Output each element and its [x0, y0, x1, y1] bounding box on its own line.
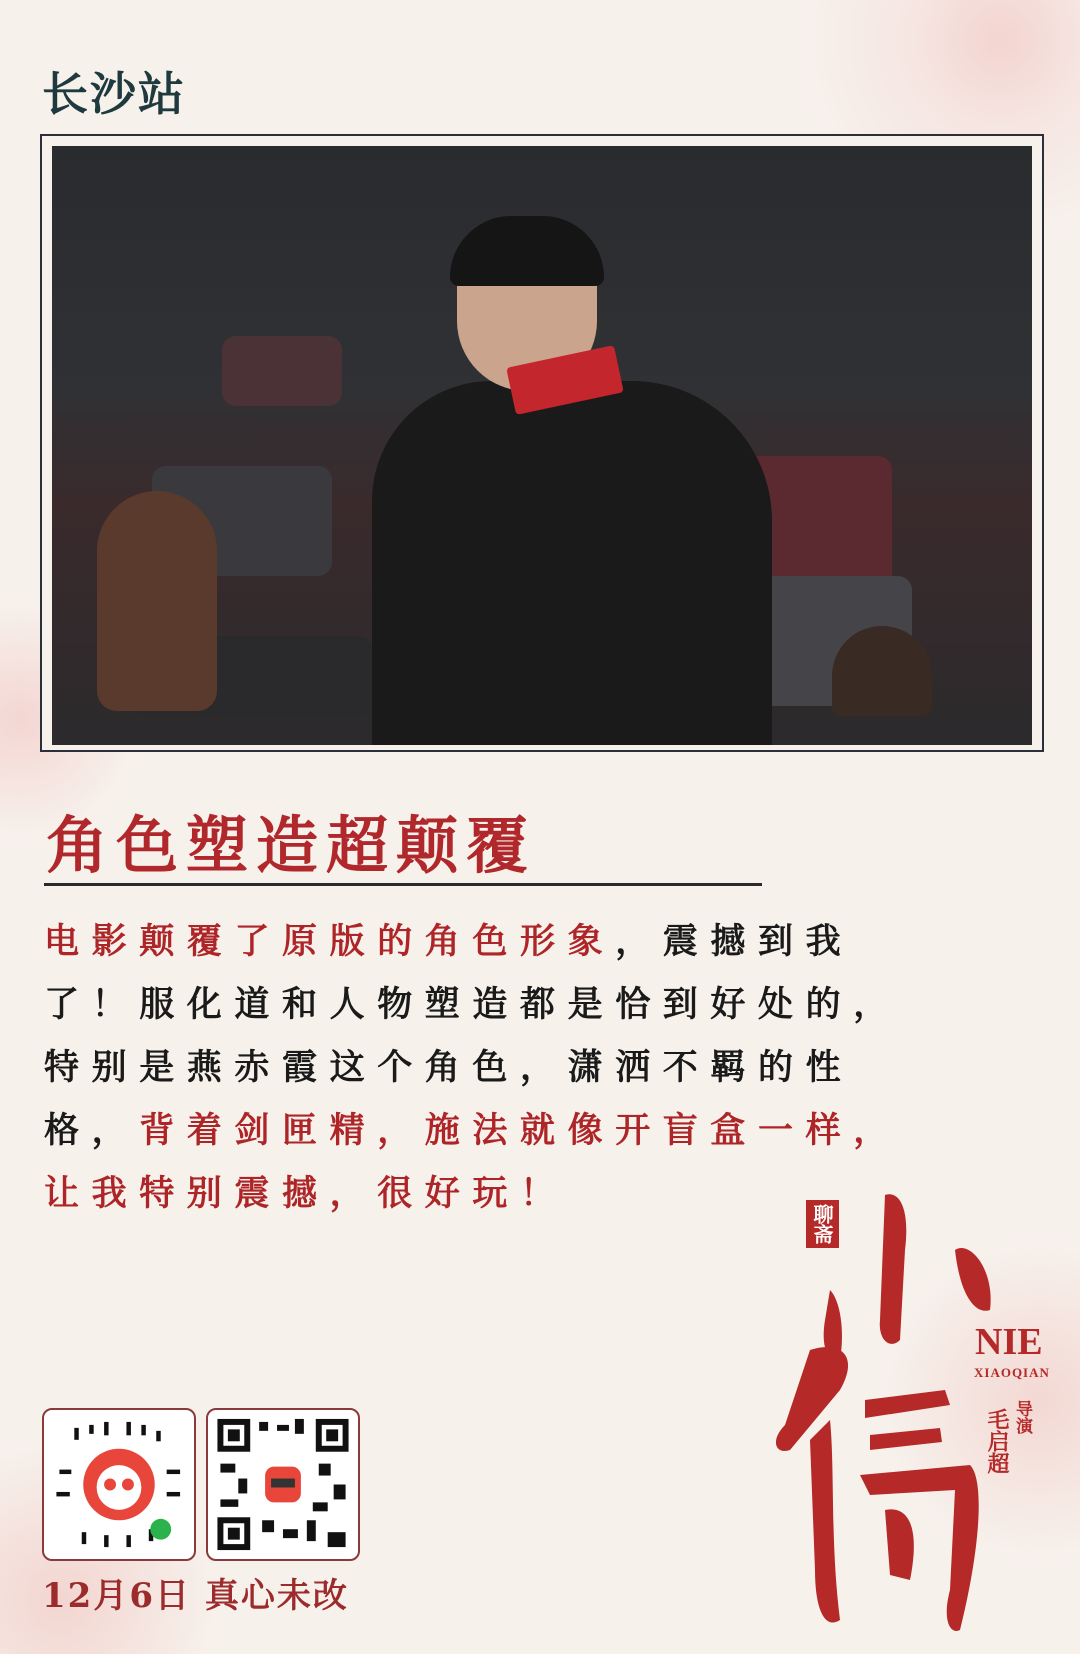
station-label: 长沙站 — [42, 67, 186, 121]
director-label: 导演 — [1012, 1400, 1032, 1434]
section-heading: 角色塑造超颠覆 — [46, 809, 537, 882]
quote-paragraph — [44, 910, 944, 1225]
logo-english-subtitle: XIAOQIAN — [974, 1365, 1050, 1380]
logo-small-title: 聊斋 — [806, 1200, 839, 1248]
speaker — [372, 221, 812, 741]
qr-code-icon — [208, 1410, 358, 1559]
quote-segment: 电影颠覆了原版的角色形象 — [44, 921, 616, 962]
photo-frame — [40, 134, 1044, 752]
director-name: 毛启超 — [984, 1408, 1010, 1474]
movie-logo — [770, 1190, 1060, 1640]
quote-segment: 背着剑匣精，施法就像开盲盒一样，让我特别震撼，很好玩！ — [44, 1110, 901, 1214]
slogan-text: 真心未改 — [204, 1576, 349, 1616]
quote-segment: ，震撼到我了！服化道和人物塑造都是恰到好处的，特别是燕赤霞这个角色，潇洒不羁的性格， — [44, 921, 901, 1151]
date-text: 12月6日 — [42, 1576, 191, 1616]
qr-code-icon — [44, 1410, 194, 1559]
qr-code[interactable] — [206, 1408, 360, 1561]
heading-underline — [44, 883, 762, 886]
release-date — [42, 1568, 349, 1617]
event-photo — [52, 146, 1032, 745]
logo-english-title: NIE — [975, 1321, 1043, 1363]
mini-program-qr-code[interactable] — [42, 1408, 196, 1561]
